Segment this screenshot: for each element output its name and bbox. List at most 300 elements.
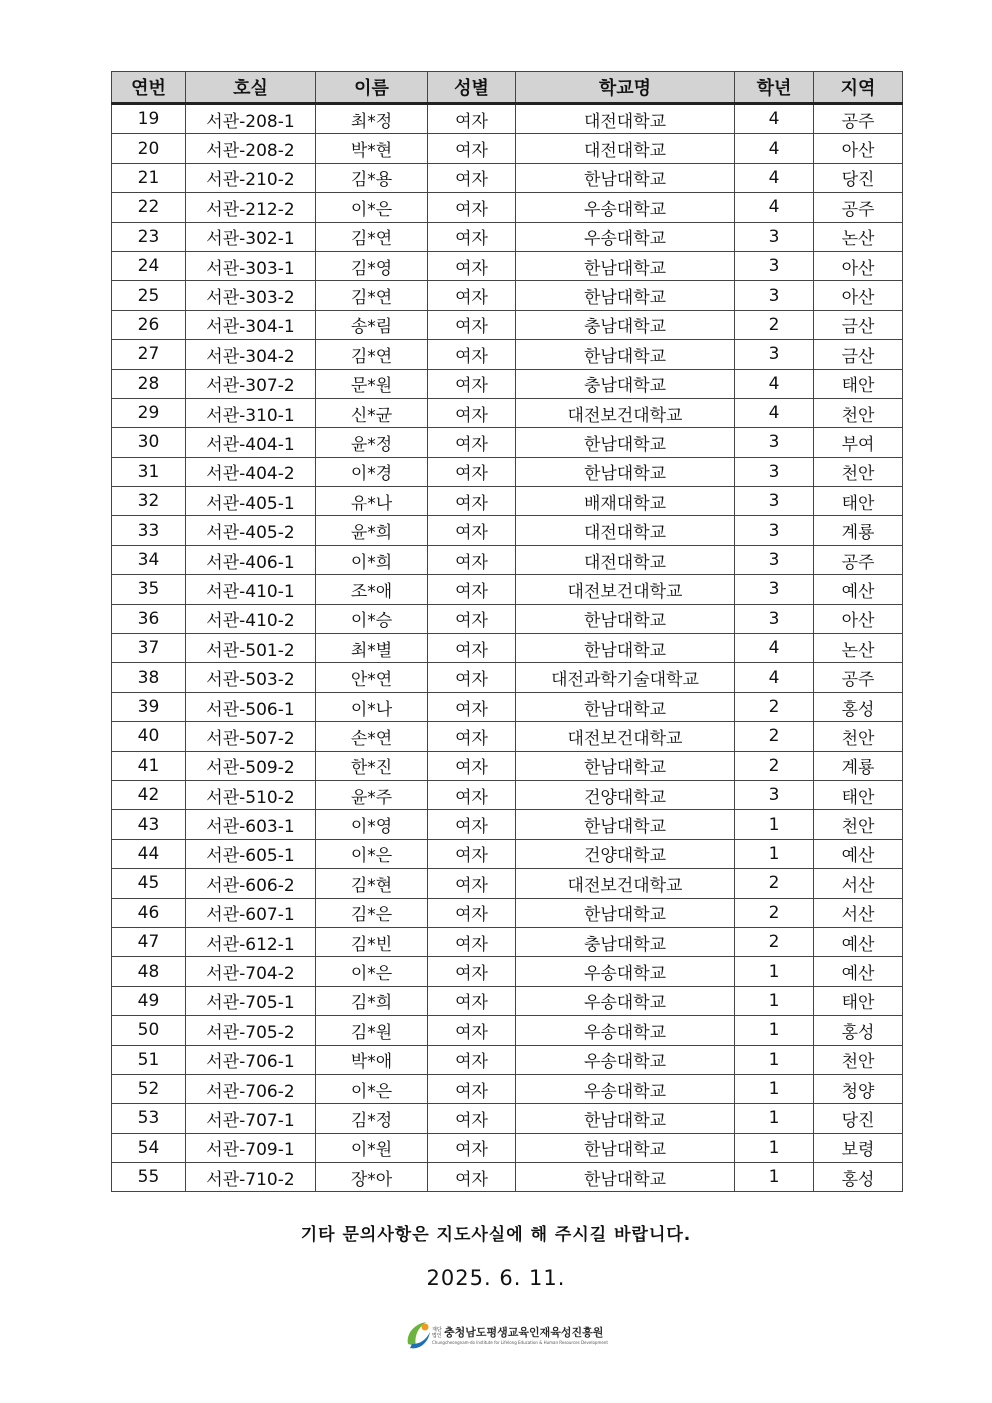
region-cell: 청양 [814, 1074, 903, 1103]
table-row [112, 780, 903, 809]
school-cell: 한남대학교 [516, 428, 735, 457]
room-cell: 서관-304-2 [186, 340, 316, 369]
name-cell: 신*균 [316, 398, 428, 427]
name-cell: 김*은 [316, 898, 428, 927]
school-cell: 충남대학교 [516, 310, 735, 339]
grade-cell: 2 [735, 869, 814, 898]
school-cell: 한남대학교 [516, 1133, 735, 1162]
name-cell: 윤*희 [316, 516, 428, 545]
row-number: 26 [112, 310, 186, 339]
school-cell: 한남대학교 [516, 340, 735, 369]
school-cell: 우송대학교 [516, 1016, 735, 1045]
school-cell: 우송대학교 [516, 1074, 735, 1103]
grade-cell: 2 [735, 751, 814, 780]
name-cell: 송*림 [316, 310, 428, 339]
school-cell: 대전대학교 [516, 134, 735, 163]
region-cell: 아산 [814, 604, 903, 633]
gender-cell: 여자 [428, 839, 516, 868]
table-row [112, 104, 903, 134]
row-number: 53 [112, 1104, 186, 1133]
grade-cell: 4 [735, 634, 814, 663]
gender-cell: 여자 [428, 487, 516, 516]
row-number: 42 [112, 780, 186, 809]
row-number: 54 [112, 1133, 186, 1162]
school-cell: 대전대학교 [516, 516, 735, 545]
room-cell: 서관-404-1 [186, 428, 316, 457]
table-row [112, 1074, 903, 1103]
table-row [112, 663, 903, 692]
region-cell: 예산 [814, 575, 903, 604]
roster-table [111, 71, 903, 1192]
table-row [112, 957, 903, 986]
name-cell: 김*영 [316, 251, 428, 280]
region-cell: 당진 [814, 163, 903, 192]
name-cell: 김*연 [316, 281, 428, 310]
room-cell: 서관-710-2 [186, 1163, 316, 1192]
gender-cell: 여자 [428, 575, 516, 604]
gender-cell: 여자 [428, 692, 516, 721]
table-row [112, 604, 903, 633]
column-header: 학년 [735, 72, 814, 104]
region-cell: 아산 [814, 134, 903, 163]
gender-cell: 여자 [428, 310, 516, 339]
row-number: 22 [112, 193, 186, 222]
school-cell: 대전보건대학교 [516, 722, 735, 751]
name-cell: 김*현 [316, 869, 428, 898]
name-cell: 이*경 [316, 457, 428, 486]
region-cell: 보령 [814, 1133, 903, 1162]
row-number: 43 [112, 810, 186, 839]
school-cell: 한남대학교 [516, 898, 735, 927]
room-cell: 서관-307-2 [186, 369, 316, 398]
name-cell: 이*영 [316, 810, 428, 839]
region-cell: 예산 [814, 927, 903, 956]
table-row [112, 516, 903, 545]
grade-cell: 3 [735, 340, 814, 369]
region-cell: 천안 [814, 722, 903, 751]
room-cell: 서관-210-2 [186, 163, 316, 192]
name-cell: 김*원 [316, 1016, 428, 1045]
room-cell: 서관-310-1 [186, 398, 316, 427]
name-cell: 이*은 [316, 839, 428, 868]
grade-cell: 3 [735, 281, 814, 310]
grade-cell: 3 [735, 516, 814, 545]
gender-cell: 여자 [428, 398, 516, 427]
region-cell: 공주 [814, 193, 903, 222]
school-cell: 한남대학교 [516, 1163, 735, 1192]
region-cell: 논산 [814, 222, 903, 251]
name-cell: 김*빈 [316, 927, 428, 956]
region-cell: 예산 [814, 957, 903, 986]
gender-cell: 여자 [428, 1133, 516, 1162]
column-header: 학교명 [516, 72, 735, 104]
row-number: 46 [112, 898, 186, 927]
grade-cell: 1 [735, 1104, 814, 1133]
name-cell: 이*나 [316, 692, 428, 721]
table-row [112, 575, 903, 604]
row-number: 41 [112, 751, 186, 780]
column-header: 연번 [112, 72, 186, 104]
table-row [112, 193, 903, 222]
table-row [112, 428, 903, 457]
grade-cell: 4 [735, 398, 814, 427]
row-number: 19 [112, 104, 186, 134]
name-cell: 이*은 [316, 957, 428, 986]
gender-cell: 여자 [428, 869, 516, 898]
school-cell: 우송대학교 [516, 957, 735, 986]
name-cell: 이*원 [316, 1133, 428, 1162]
table-row [112, 986, 903, 1015]
grade-cell: 1 [735, 1133, 814, 1162]
row-number: 25 [112, 281, 186, 310]
grade-cell: 4 [735, 193, 814, 222]
room-cell: 서관-302-1 [186, 222, 316, 251]
school-cell: 충남대학교 [516, 927, 735, 956]
name-cell: 김*용 [316, 163, 428, 192]
row-number: 39 [112, 692, 186, 721]
grade-cell: 3 [735, 251, 814, 280]
table-row [112, 398, 903, 427]
region-cell: 공주 [814, 663, 903, 692]
name-cell: 유*나 [316, 487, 428, 516]
table-row [112, 898, 903, 927]
grade-cell: 3 [735, 545, 814, 574]
region-cell: 서산 [814, 869, 903, 898]
gender-cell: 여자 [428, 222, 516, 251]
gender-cell: 여자 [428, 1016, 516, 1045]
grade-cell: 1 [735, 986, 814, 1015]
name-cell: 최*별 [316, 634, 428, 663]
row-number: 27 [112, 340, 186, 369]
grade-cell: 4 [735, 104, 814, 134]
column-header: 성별 [428, 72, 516, 104]
school-cell: 한남대학교 [516, 604, 735, 633]
table-header [112, 72, 903, 104]
room-cell: 서관-704-2 [186, 957, 316, 986]
name-cell: 문*원 [316, 369, 428, 398]
school-cell: 대전대학교 [516, 104, 735, 134]
room-cell: 서관-501-2 [186, 634, 316, 663]
room-cell: 서관-410-1 [186, 575, 316, 604]
region-cell: 당진 [814, 1104, 903, 1133]
name-cell: 손*연 [316, 722, 428, 751]
row-number: 31 [112, 457, 186, 486]
grade-cell: 3 [735, 457, 814, 486]
gender-cell: 여자 [428, 1045, 516, 1074]
school-cell: 대전보건대학교 [516, 575, 735, 604]
gender-cell: 여자 [428, 251, 516, 280]
room-cell: 서관-612-1 [186, 927, 316, 956]
row-number: 49 [112, 986, 186, 1015]
name-cell: 김*연 [316, 340, 428, 369]
region-cell: 천안 [814, 810, 903, 839]
document-date: 2025. 6. 11. [426, 1266, 566, 1290]
name-cell: 조*애 [316, 575, 428, 604]
room-cell: 서관-705-2 [186, 1016, 316, 1045]
table-row [112, 869, 903, 898]
gender-cell: 여자 [428, 722, 516, 751]
table-row [112, 222, 903, 251]
gender-cell: 여자 [428, 957, 516, 986]
gender-cell: 여자 [428, 986, 516, 1015]
table-row [112, 163, 903, 192]
table-row [112, 692, 903, 721]
region-cell: 홍성 [814, 1163, 903, 1192]
table-row [112, 1163, 903, 1192]
region-cell: 서산 [814, 898, 903, 927]
grade-cell: 3 [735, 575, 814, 604]
name-cell: 장*아 [316, 1163, 428, 1192]
grade-cell: 4 [735, 134, 814, 163]
grade-cell: 2 [735, 927, 814, 956]
logo-subtitle: Chungcheongnam-do Institute for Lifelong Education & Human Resources Development [432, 1340, 608, 1345]
logo-name: 충청남도평생교육인재육성진흥원 [444, 1326, 604, 1339]
school-cell: 건양대학교 [516, 839, 735, 868]
room-cell: 서관-603-1 [186, 810, 316, 839]
row-number: 21 [112, 163, 186, 192]
table-row [112, 839, 903, 868]
room-cell: 서관-510-2 [186, 780, 316, 809]
gender-cell: 여자 [428, 104, 516, 134]
room-cell: 서관-405-2 [186, 516, 316, 545]
room-cell: 서관-605-1 [186, 839, 316, 868]
region-cell: 태안 [814, 780, 903, 809]
region-cell: 태안 [814, 369, 903, 398]
school-cell: 배재대학교 [516, 487, 735, 516]
school-cell: 건양대학교 [516, 780, 735, 809]
row-number: 33 [112, 516, 186, 545]
grade-cell: 1 [735, 957, 814, 986]
school-cell: 우송대학교 [516, 986, 735, 1015]
school-cell: 우송대학교 [516, 1045, 735, 1074]
table-row [112, 251, 903, 280]
name-cell: 안*연 [316, 663, 428, 692]
region-cell: 논산 [814, 634, 903, 663]
table-row [112, 457, 903, 486]
room-cell: 서관-707-1 [186, 1104, 316, 1133]
gender-cell: 여자 [428, 516, 516, 545]
grade-cell: 4 [735, 663, 814, 692]
gender-cell: 여자 [428, 1074, 516, 1103]
room-cell: 서관-404-2 [186, 457, 316, 486]
gender-cell: 여자 [428, 898, 516, 927]
region-cell: 부여 [814, 428, 903, 457]
gender-cell: 여자 [428, 369, 516, 398]
room-cell: 서관-706-2 [186, 1074, 316, 1103]
grade-cell: 1 [735, 1163, 814, 1192]
school-cell: 충남대학교 [516, 369, 735, 398]
table-row [112, 487, 903, 516]
table-row [112, 927, 903, 956]
school-cell: 대전보건대학교 [516, 869, 735, 898]
grade-cell: 1 [735, 1045, 814, 1074]
grade-cell: 4 [735, 163, 814, 192]
school-cell: 한남대학교 [516, 251, 735, 280]
region-cell: 천안 [814, 1045, 903, 1074]
school-cell: 한남대학교 [516, 281, 735, 310]
region-cell: 태안 [814, 986, 903, 1015]
region-cell: 계룡 [814, 751, 903, 780]
table-row [112, 810, 903, 839]
row-number: 50 [112, 1016, 186, 1045]
grade-cell: 3 [735, 428, 814, 457]
institute-emblem-icon [404, 1318, 432, 1354]
table-row [112, 1045, 903, 1074]
school-cell: 한남대학교 [516, 810, 735, 839]
region-cell: 홍성 [814, 1016, 903, 1045]
gender-cell: 여자 [428, 780, 516, 809]
table-row [112, 310, 903, 339]
room-cell: 서관-607-1 [186, 898, 316, 927]
gender-cell: 여자 [428, 927, 516, 956]
grade-cell: 3 [735, 487, 814, 516]
room-cell: 서관-507-2 [186, 722, 316, 751]
school-cell: 한남대학교 [516, 751, 735, 780]
gender-cell: 여자 [428, 163, 516, 192]
row-number: 28 [112, 369, 186, 398]
room-cell: 서관-706-1 [186, 1045, 316, 1074]
table-row [112, 134, 903, 163]
row-number: 38 [112, 663, 186, 692]
name-cell: 한*진 [316, 751, 428, 780]
region-cell: 천안 [814, 398, 903, 427]
name-cell: 박*현 [316, 134, 428, 163]
table-row [112, 369, 903, 398]
region-cell: 계룡 [814, 516, 903, 545]
header-row [112, 72, 903, 104]
name-cell: 윤*정 [316, 428, 428, 457]
row-number: 51 [112, 1045, 186, 1074]
region-cell: 금산 [814, 310, 903, 339]
grade-cell: 2 [735, 722, 814, 751]
table-row [112, 751, 903, 780]
gender-cell: 여자 [428, 193, 516, 222]
grade-cell: 2 [735, 692, 814, 721]
gender-cell: 여자 [428, 810, 516, 839]
row-number: 34 [112, 545, 186, 574]
gender-cell: 여자 [428, 545, 516, 574]
table-row [112, 545, 903, 574]
region-cell: 금산 [814, 340, 903, 369]
school-cell: 대전대학교 [516, 545, 735, 574]
name-cell: 김*희 [316, 986, 428, 1015]
school-cell: 우송대학교 [516, 193, 735, 222]
school-cell: 대전보건대학교 [516, 398, 735, 427]
row-number: 23 [112, 222, 186, 251]
row-number: 47 [112, 927, 186, 956]
institute-logo [404, 1318, 608, 1354]
column-header: 호실 [186, 72, 316, 104]
inquiry-note: 기타 문의사항은 지도사실에 해 주시길 바랍니다. [300, 1225, 692, 1245]
row-number: 35 [112, 575, 186, 604]
row-number: 24 [112, 251, 186, 280]
table-row [112, 634, 903, 663]
room-cell: 서관-303-1 [186, 251, 316, 280]
gender-cell: 여자 [428, 1104, 516, 1133]
row-number: 40 [112, 722, 186, 751]
room-cell: 서관-406-1 [186, 545, 316, 574]
table-row [112, 1016, 903, 1045]
school-cell: 한남대학교 [516, 163, 735, 192]
table-row [112, 1104, 903, 1133]
name-cell: 박*애 [316, 1045, 428, 1074]
school-cell: 대전과학기술대학교 [516, 663, 735, 692]
table-row [112, 340, 903, 369]
room-cell: 서관-212-2 [186, 193, 316, 222]
room-cell: 서관-606-2 [186, 869, 316, 898]
gender-cell: 여자 [428, 751, 516, 780]
school-cell: 한남대학교 [516, 692, 735, 721]
column-header: 이름 [316, 72, 428, 104]
table-row [112, 281, 903, 310]
row-number: 45 [112, 869, 186, 898]
gender-cell: 여자 [428, 281, 516, 310]
name-cell: 윤*주 [316, 780, 428, 809]
school-cell: 한남대학교 [516, 1104, 735, 1133]
column-header: 지역 [814, 72, 903, 104]
table-row [112, 722, 903, 751]
room-cell: 서관-303-2 [186, 281, 316, 310]
row-number: 55 [112, 1163, 186, 1192]
gender-cell: 여자 [428, 604, 516, 633]
gender-cell: 여자 [428, 340, 516, 369]
school-cell: 우송대학교 [516, 222, 735, 251]
name-cell: 이*승 [316, 604, 428, 633]
room-cell: 서관-304-1 [186, 310, 316, 339]
row-number: 36 [112, 604, 186, 633]
row-number: 20 [112, 134, 186, 163]
grade-cell: 2 [735, 310, 814, 339]
logo-prefix: 재단법인 [432, 1327, 442, 1339]
name-cell: 이*은 [316, 1074, 428, 1103]
name-cell: 김*정 [316, 1104, 428, 1133]
name-cell: 최*정 [316, 104, 428, 134]
row-number: 37 [112, 634, 186, 663]
room-cell: 서관-208-1 [186, 104, 316, 134]
region-cell: 공주 [814, 545, 903, 574]
school-cell: 한남대학교 [516, 457, 735, 486]
region-cell: 공주 [814, 104, 903, 134]
region-cell: 예산 [814, 839, 903, 868]
region-cell: 홍성 [814, 692, 903, 721]
row-number: 30 [112, 428, 186, 457]
grade-cell: 2 [735, 898, 814, 927]
row-number: 44 [112, 839, 186, 868]
gender-cell: 여자 [428, 134, 516, 163]
gender-cell: 여자 [428, 663, 516, 692]
name-cell: 김*연 [316, 222, 428, 251]
room-cell: 서관-503-2 [186, 663, 316, 692]
grade-cell: 1 [735, 810, 814, 839]
grade-cell: 1 [735, 839, 814, 868]
name-cell: 이*희 [316, 545, 428, 574]
region-cell: 천안 [814, 457, 903, 486]
room-cell: 서관-410-2 [186, 604, 316, 633]
region-cell: 아산 [814, 251, 903, 280]
school-cell: 한남대학교 [516, 634, 735, 663]
row-number: 48 [112, 957, 186, 986]
grade-cell: 1 [735, 1074, 814, 1103]
row-number: 52 [112, 1074, 186, 1103]
room-cell: 서관-506-1 [186, 692, 316, 721]
gender-cell: 여자 [428, 634, 516, 663]
region-cell: 태안 [814, 487, 903, 516]
room-cell: 서관-405-1 [186, 487, 316, 516]
grade-cell: 3 [735, 780, 814, 809]
room-cell: 서관-709-1 [186, 1133, 316, 1162]
room-cell: 서관-705-1 [186, 986, 316, 1015]
grade-cell: 3 [735, 222, 814, 251]
